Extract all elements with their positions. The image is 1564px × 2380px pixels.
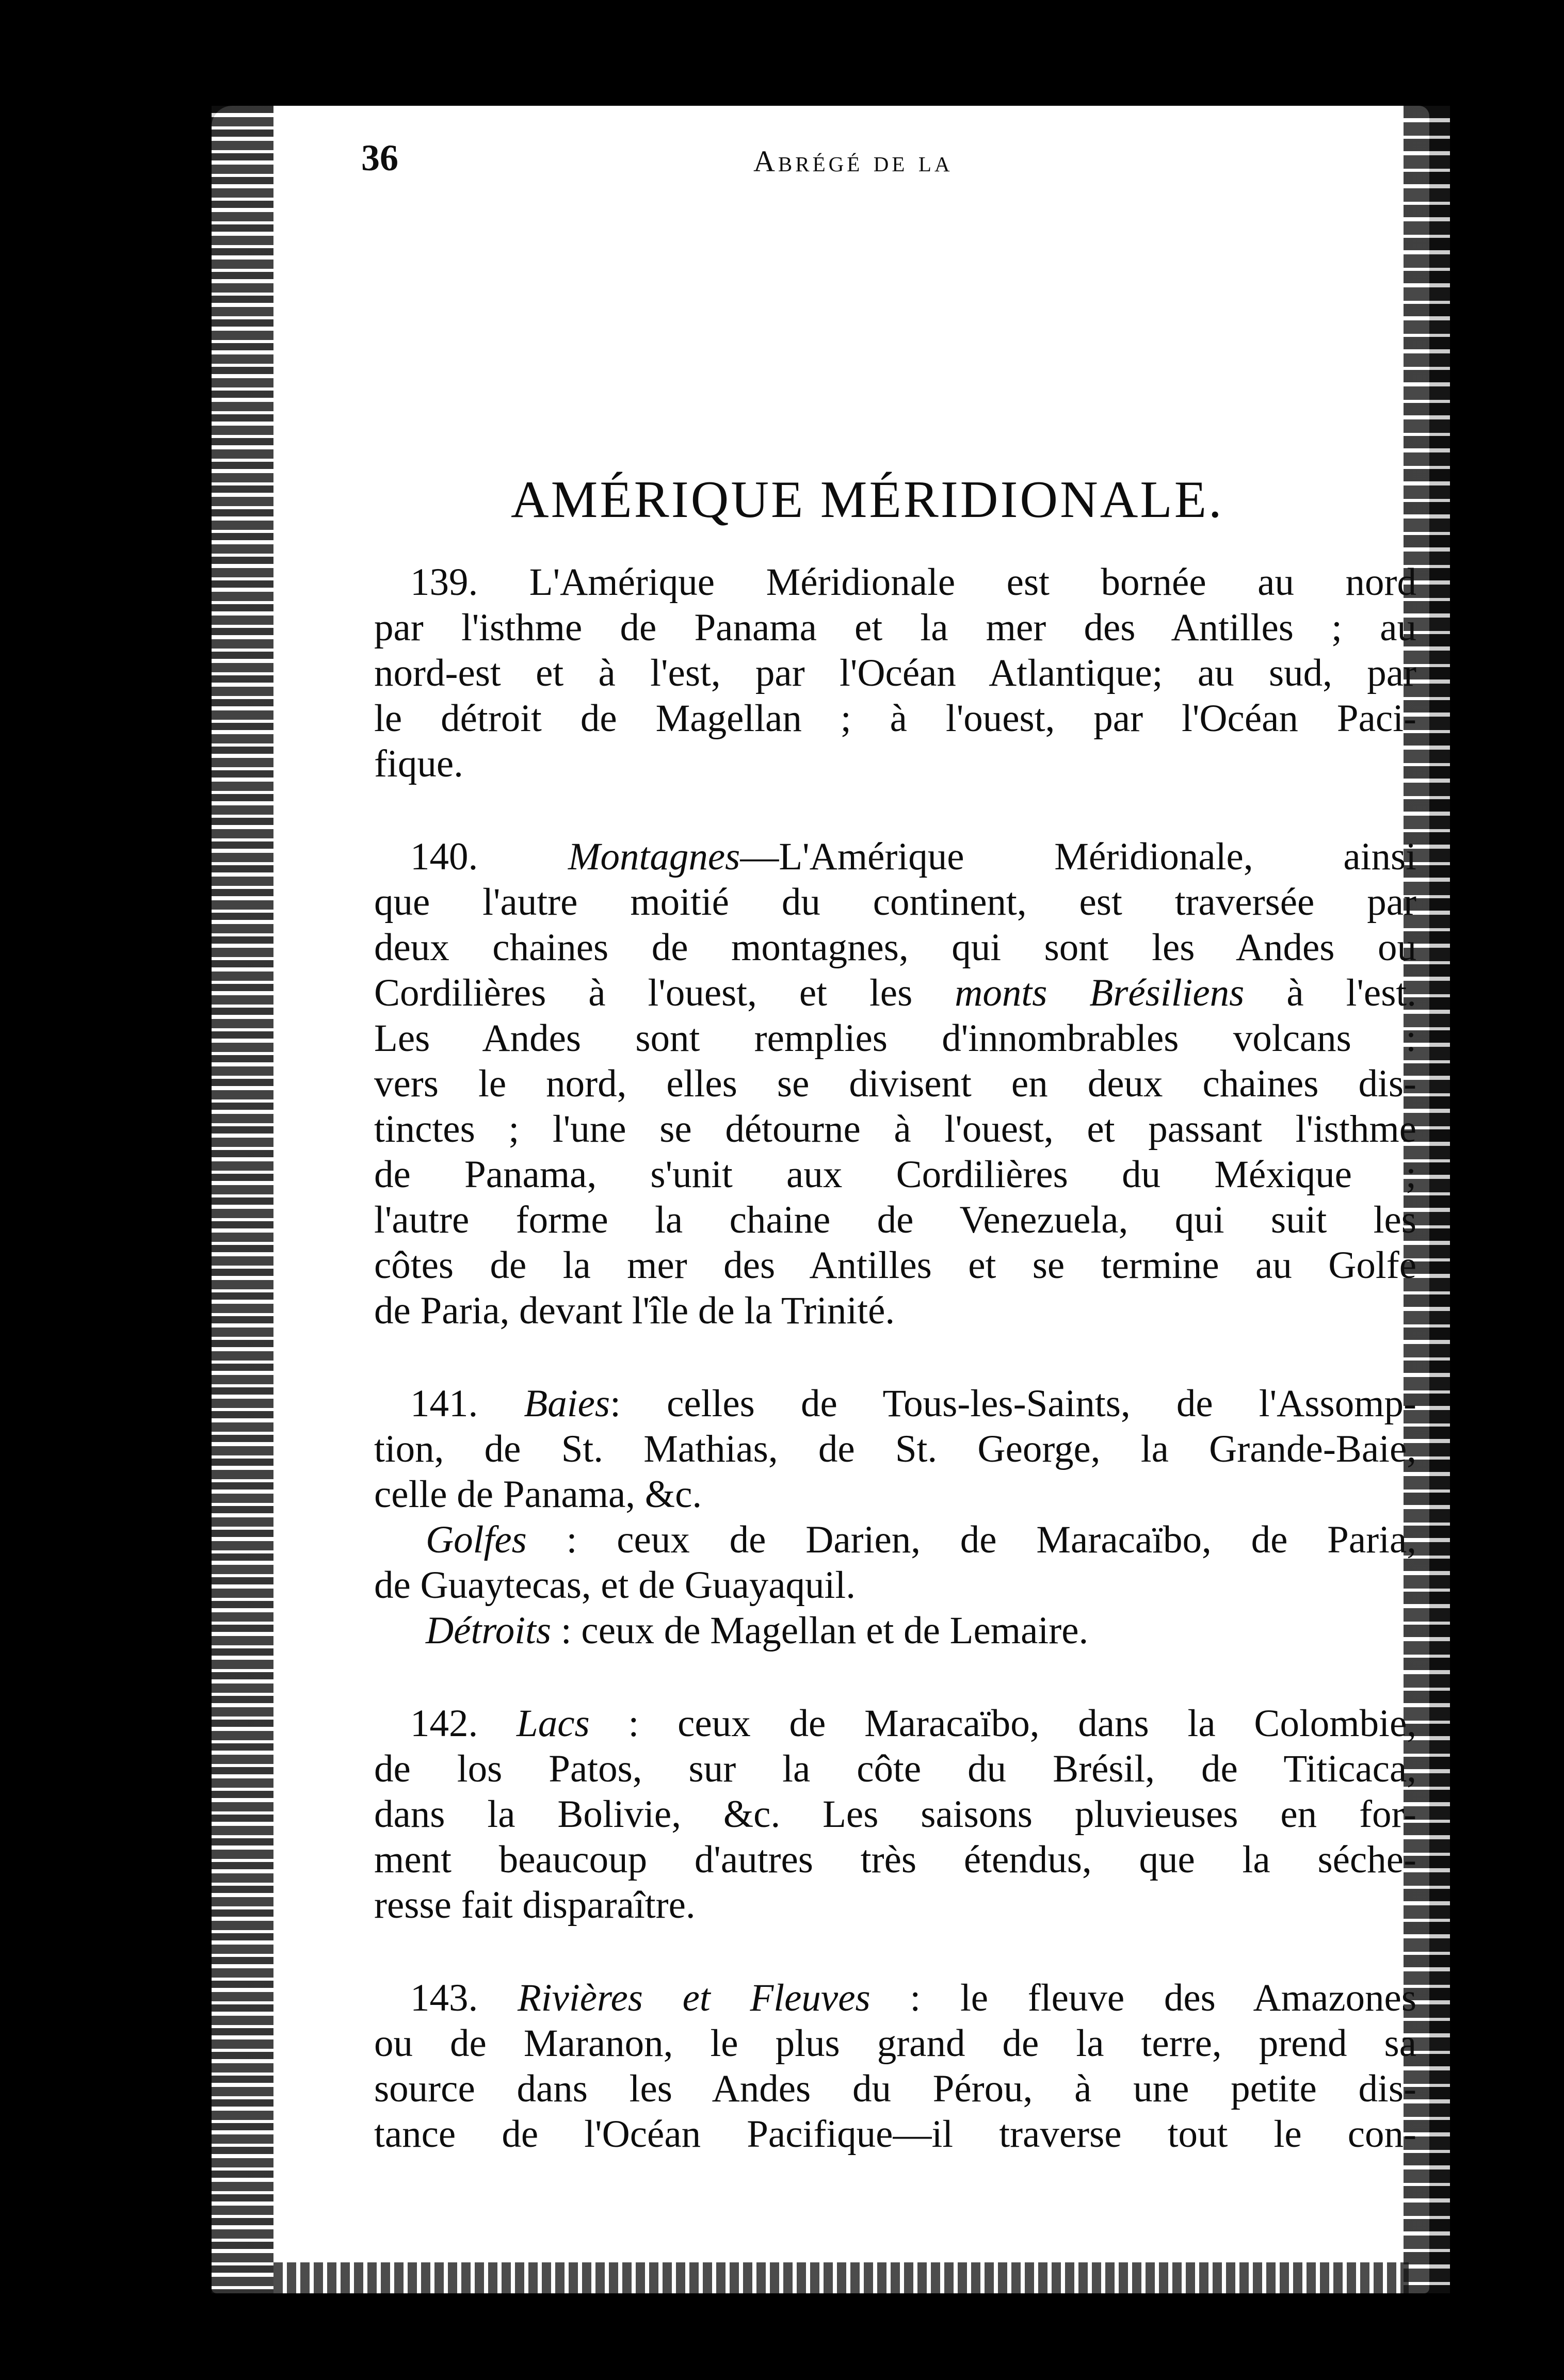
text-run: : ceux de Darien, de Maracaïbo, de Paria, bbox=[526, 1518, 1416, 1561]
text-line: de Panama, s'unit aux Cordilières du Méxique ; bbox=[374, 1153, 1416, 1196]
text-line: 141. Baies: celles de Tous-les-Saints, de l'Assomp- bbox=[410, 1382, 1416, 1425]
text-line bbox=[374, 970, 1416, 1016]
page-bottom-edge bbox=[273, 2262, 1409, 2293]
text-line: vers le nord, elles se divisent en deux chaines dis- bbox=[374, 1062, 1416, 1105]
text-line: fique. bbox=[374, 742, 463, 785]
text-line: que l'autre moitié du continent, est traversée par bbox=[374, 881, 1416, 924]
paragraph-139 bbox=[374, 560, 1416, 787]
text-line: tinctes ; l'une se détourne à l'ouest, et passant l'isthme bbox=[374, 1108, 1416, 1151]
page-header bbox=[361, 137, 1419, 193]
text-run: le fleuve des Amazones bbox=[921, 1977, 1416, 2019]
text-run: à l'est. bbox=[1244, 972, 1416, 1014]
text-run: celles de Tous-les-Saints, de l'Assomp- bbox=[620, 1382, 1416, 1425]
text-line: ment beaucoup d'autres très étendus, que la séche- bbox=[374, 1838, 1416, 1881]
paragraph-number: 141. bbox=[410, 1382, 478, 1425]
chapter-title: AMÉRIQUE MÉRIDIONALE. bbox=[511, 471, 1224, 529]
running-head: Abrégé de la bbox=[753, 144, 953, 178]
text-run: : ceux de Magellan et de Lemaire. bbox=[551, 1609, 1089, 1652]
text-line: tion, de St. Mathias, de St. George, la Grande-Baie, bbox=[374, 1428, 1416, 1470]
text-line bbox=[374, 834, 1416, 880]
paragraph-number: 142. bbox=[410, 1702, 478, 1745]
text-run: —L'Amérique Méridionale, ainsi bbox=[740, 835, 1416, 878]
text-line: de los Patos, sur la côte du Brésil, de Titicaca, bbox=[374, 1747, 1416, 1790]
paragraph-140 bbox=[374, 834, 1416, 1334]
page-number: 36 bbox=[361, 137, 398, 179]
text-line: le détroit de Magellan ; à l'ouest, par l'Océan Paci- bbox=[374, 697, 1416, 740]
text-run: ceux de Maracaïbo, dans la Colombie, bbox=[639, 1702, 1416, 1745]
text-line: de Guaytecas, et de Guayaquil. bbox=[374, 1564, 856, 1607]
page-gutter-shadow bbox=[212, 106, 273, 2293]
text-line: 142. Lacs : ceux de Maracaïbo, dans la Colombie, bbox=[410, 1702, 1416, 1745]
paragraph-number: 143. bbox=[410, 1977, 478, 2019]
text-line: l'autre forme la chaine de Venezuela, qui suit les bbox=[374, 1199, 1416, 1241]
text-line bbox=[374, 1517, 1416, 1563]
section-heading: Lacs bbox=[517, 1702, 590, 1745]
paragraph-number: 140. bbox=[410, 835, 478, 878]
text-line bbox=[374, 1608, 1416, 1654]
section-heading: Détroits bbox=[426, 1609, 552, 1652]
section-heading: Rivières et Fleuves bbox=[517, 1977, 870, 2019]
text-line: côtes de la mer des Antilles et se termine au Golfe bbox=[374, 1244, 1416, 1287]
text-line: celle de Panama, &c. bbox=[374, 1473, 702, 1516]
text-line: 139. L'Amérique Méridionale est bornée au nord bbox=[410, 561, 1416, 604]
text-line: 143. Rivières et Fleuves : le fleuve des Amazones bbox=[410, 1977, 1416, 2019]
body-text bbox=[374, 560, 1416, 2157]
text-line: ou de Maranon, le plus grand de la terre, prend sa bbox=[374, 2022, 1416, 2065]
section-heading: Baies bbox=[524, 1382, 610, 1425]
text-line: de Paria, devant l'île de la Trinité. bbox=[374, 1289, 895, 1332]
text-line: par l'isthme de Panama et la mer des Antilles ; au bbox=[374, 606, 1416, 649]
text-run: Cordilières à l'ouest, et les bbox=[374, 972, 955, 1014]
text-line: resse fait disparaître. bbox=[374, 1884, 696, 1926]
paragraph-143 bbox=[374, 1976, 1416, 2157]
paragraph-141 bbox=[374, 1381, 1416, 1654]
text-line: tance de l'Océan Pacifique—il traverse tout le con- bbox=[374, 2113, 1416, 2156]
section-heading: Montagnes bbox=[568, 835, 740, 878]
text-line: source dans les Andes du Pérou, à une petite dis- bbox=[374, 2067, 1416, 2110]
text-line: Les Andes sont remplies d'innombrables volcans : bbox=[374, 1017, 1416, 1060]
section-heading: Golfes bbox=[426, 1518, 527, 1561]
text-line: nord-est et à l'est, par l'Océan Atlantique; au sud, par bbox=[374, 652, 1416, 694]
paragraph-142 bbox=[374, 1701, 1416, 1928]
text-line: dans la Bolivie, &c. Les saisons pluvieuses en for- bbox=[374, 1793, 1416, 1836]
text-line: deux chaines de montagnes, qui sont les Andes ou bbox=[374, 926, 1416, 969]
italic-run: monts Brésiliens bbox=[955, 972, 1245, 1014]
